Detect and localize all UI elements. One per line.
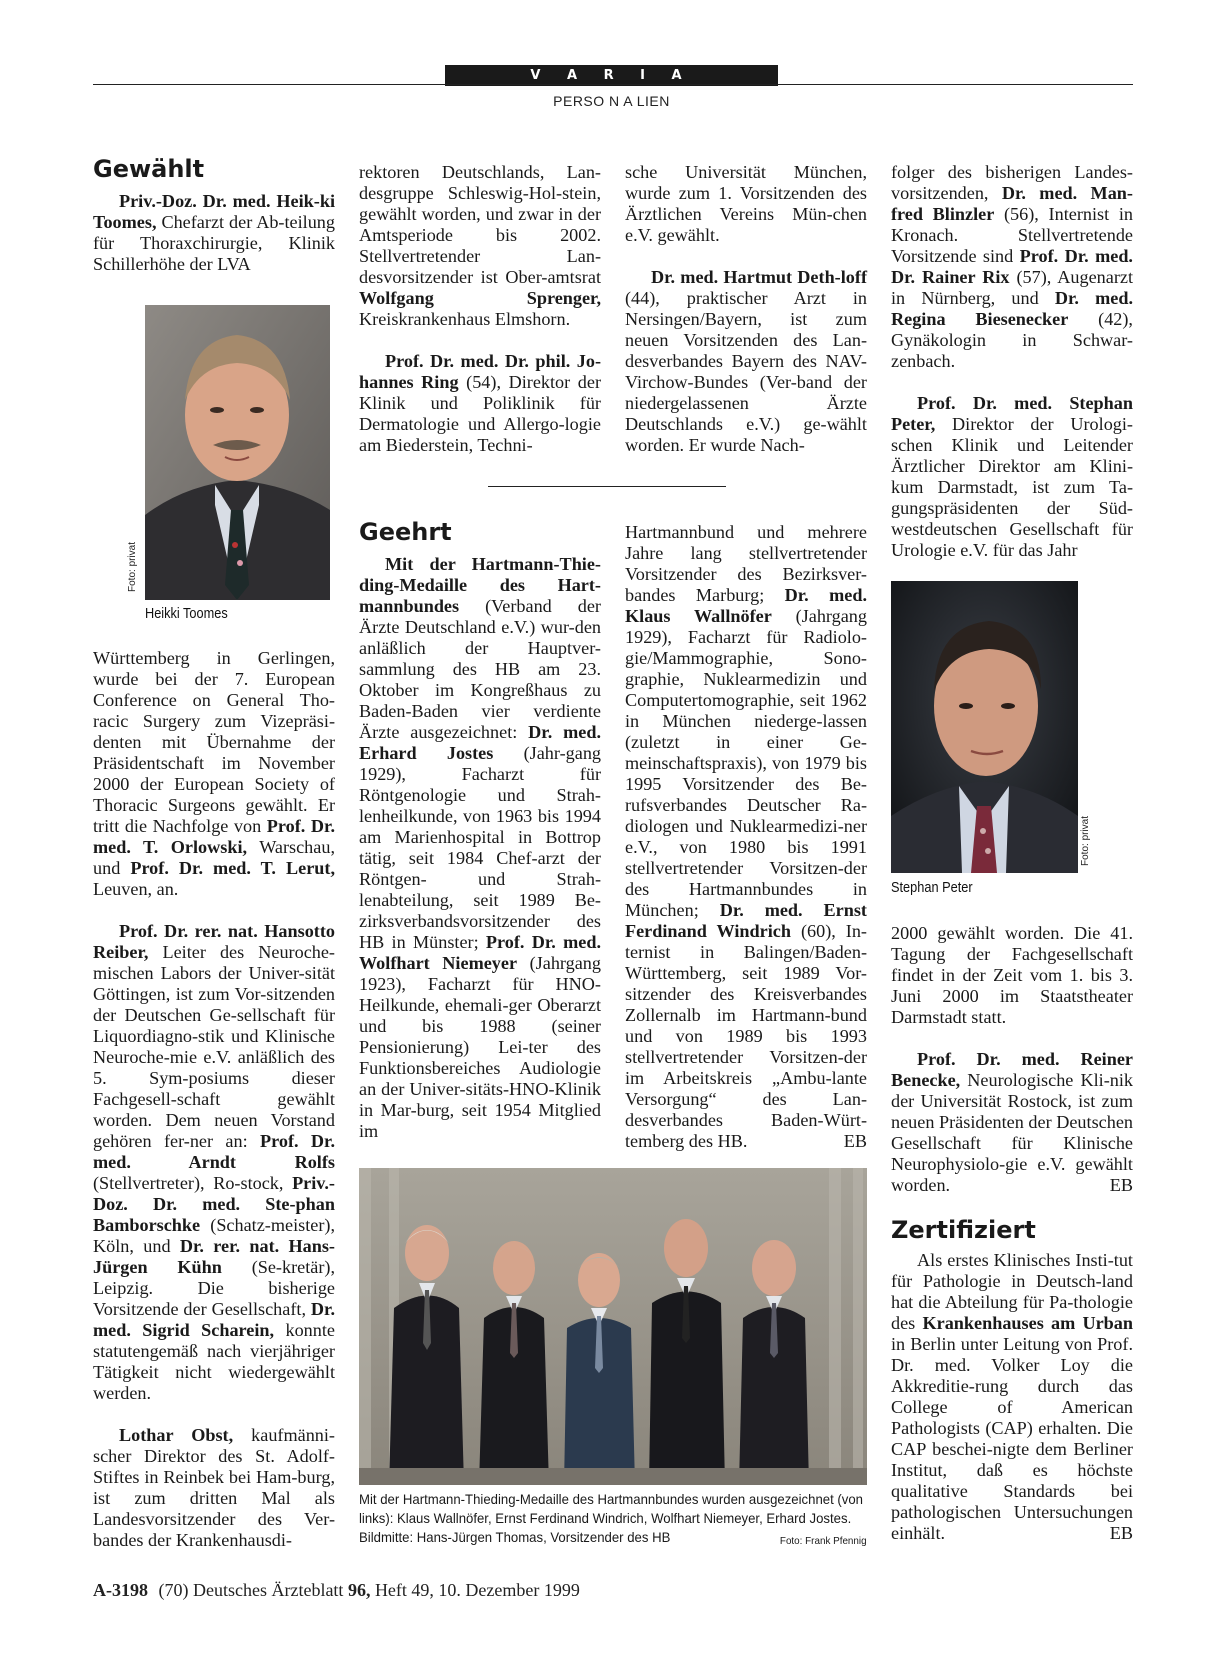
- column-4-top: [891, 162, 1133, 561]
- header-rule: [93, 84, 1133, 85]
- article-toomes-cont: Württemberg in Gerlingen, wurde bei der 7. European Conference on General Tho-racic Surgery zum Vizepräsi-denten mit Übernahme der Präsidentschaft im November 2000 der European Society of Thoracic Surgeons gewählt. Er tritt die Nachfolge von Prof. Dr. med. T. Orlowski, Warschau, und Prof. Dr. med. T. Lerut, Leuven, an.: [93, 648, 336, 899]
- section-label: V A R I A: [445, 65, 778, 86]
- caption-medal-recipients: Mit der Hartmann-Thieding-Medaille des Hartmannbundes wurden ausgezeichnet (von links): Klaus Wallnöfer, Ernst Ferdinand Windrich, Wolfhart Niemeyer, Erhard Jostes. Bildmitte: Hans-Jürgen Thomas, Vorsitzender des HB Foto: Frank Pfennig: [359, 1490, 867, 1551]
- article-obst-cont: rektoren Deutschlands, Lan-desgruppe Schleswig-Hol-stein, gewählt worden, und zwar in der Amtsperiode bis 2002. Stellvertretender Lan-desvorsitzender ist Ober-amtsrat Wolfgang Sprenger, Kreiskrankenhaus Elmshorn.: [359, 162, 601, 329]
- article-dethloff: Dr. med. Hartmut Deth-loff (44), praktischer Arzt in Nersingen/Bayern, ist zum neuen Vorsitzenden des Lan-desverbandes Bayern des NAV-Virchow-Bundes (Ver-band der niedergelassenen Ärzte Deutschlands e.V.) ge-wählt worden. Er wurde Nach-: [625, 267, 867, 455]
- article-peter-cont: 2000 gewählt worden. Die 41. Tagung der Fachgesellschaft findet in der Zeit vom 1. bis 3. Juni 2000 im Staatstheater Darmstadt statt.: [891, 923, 1133, 1027]
- photo-credit-toomes: Foto: privat: [127, 541, 138, 592]
- journal-issue: Heft 49, 10. Dezember 1999: [370, 1580, 580, 1600]
- sign-eb-benecke: EB: [1109, 1175, 1133, 1195]
- section-separator: [488, 486, 726, 487]
- article-ring: Prof. Dr. med. Dr. phil. Jo-hannes Ring (54), Direktor der Klinik und Poliklinik für Dermatologie und Allergo-logie am Biederstein, Techni-: [359, 351, 601, 455]
- photo-credit-peter: Foto: privat: [1080, 815, 1091, 866]
- article-dethloff-cont: folger des bisherigen Landes-vorsitzenden, Dr. med. Man-fred Blinzler (56), Internist in Kronach. Stellvertretende Vorsitzende sind Prof. Dr. med. Dr. Rainer Rix (57), Augenarzt in Nürnberg, und Dr. med. Regina Biesenecker (42), Gynäkologin in Schwar-zenbach.: [891, 162, 1134, 371]
- heading-gewaehlt: Gewählt: [93, 155, 205, 183]
- sign-eb-urban: EB: [1109, 1523, 1133, 1543]
- column-1-top: [93, 155, 335, 275]
- column-4-bottom: [891, 923, 1133, 1544]
- caption-heikki-toomes: Heikki Toomes: [145, 606, 228, 622]
- caption-stephan-peter: Stephan Peter: [891, 880, 973, 896]
- article-reiber: Prof. Dr. rer. nat. Hansotto Reiber, Leiter des Neuroche-mischen Labors der Univer-sität Göttingen, ist zum Vor-sitzenden der Deutschen Ge-sellschaft für Liquordiagno-stik und Klinische Neuroche-mie e.V. anläßlich des 5. Sym-posiums dieser Fachgesell-schaft gewählt worden. Dem neuen Vorstand gehören fer-ner an: Prof. Dr. med. Arndt Rolfs (Stellvertreter), Ro-stock, Priv.-Doz. Dr. med. Ste-phan Bamborschke (Schatz-meister), Köln, und Dr. rer. nat. Hans-Jürgen Kühn (Se-kretär), Leipzig. Die bisherige Vorsitzende der Gesellschaft, Dr. med. Sigrid Scharein, konnte statutengemäß nach vierjähriger Tätigkeit nicht wiedergewählt werden.: [93, 921, 335, 1403]
- article-toomes: Priv.-Doz. Dr. med. Heik-ki Toomes, Chefarzt der Ab-teilung für Thoraxchirurgie, Klinik Schillerhöhe der LVA: [93, 191, 335, 274]
- column-1-bottom: [93, 648, 335, 1551]
- photo-stephan-peter: [891, 581, 1078, 873]
- article-peter: Prof. Dr. med. Stephan Peter, Direktor der Urologi-schen Klinik und Leitender Ärztlicher Direktor am Klini-kum Darmstadt, ist zum Ta-gungspräsidenten der Süd-westdeutschen Gesellschaft für Urologie e.V. für das Jahr: [891, 393, 1133, 560]
- page-number: A-3198: [93, 1580, 148, 1600]
- column-2-geehrt: [359, 518, 601, 1142]
- photo-heikki-toomes: [145, 305, 330, 600]
- journal-name: (70) Deutsches Ärzteblatt: [158, 1580, 348, 1600]
- article-ring-cont: sche Universität München, wurde zum 1. Vorsitzenden des Ärztlichen Vereins Mün-chen e.V. gewählt.: [625, 162, 867, 245]
- sign-eb-hartmann: EB: [843, 1131, 867, 1151]
- column-3-geehrt: [625, 522, 867, 1152]
- heading-geehrt: Geehrt: [359, 518, 452, 546]
- article-hartmann-medaille: Mit der Hartmann-Thie-ding-Medaille des Hart-mannbundes (Verband der Ärzte Deutschland e.V.) wur-den anläßlich der Hauptver-sammlung des HB am 23. Oktober im Kongreßhaus zu Baden-Baden vier verdiente Ärzte ausgezeichnet: Dr. med. Erhard Jostes (Jahr-gang 1929), Facharzt für Röntgenologie und Strah-lenheilkunde, von 1963 bis 1994 am Marienhospital in Bottrop tätig, seit 1984 Chef-arzt der Röntgen- und Strah-lenabteilung, seit 1989 Be-zirksverbandsvorsitzender des HB in Münster; Prof. Dr. med. Wolfhart Niemeyer (Jahrgang 1923), Facharzt für HNO-Heilkunde, ehemali-ger Oberarzt und bis 1988 (seiner Pensionierung) Lei-ter des Funktionsbereiches Audiologie an der Univer-sitäts-HNO-Klinik in Mar-burg, seit 1954 Mitglied im: [359, 554, 602, 1141]
- article-krankenhaus-urban: Als erstes Klinisches Insti-tut für Pathologie in Deutsch-land hat die Abteilung für Pa-thologie des Krankenhauses am Urban in Berlin unter Leitung von Prof. Dr. med. Volker Loy die Akkreditie-rung durch das College of American Pathologists (CAP) erhalten. Die CAP beschei-nigte dem Berliner Institut, daß es höchste qualitative Standards bei pathologischen Untersuchungen einhält. EB: [891, 1250, 1134, 1543]
- page-footer: [93, 1580, 580, 1601]
- article-obst: Lothar Obst, kaufmänni-scher Direktor des St. Adolf-Stiftes in Reinbek bei Ham-burg, ist zum dritten Mal als Landesvorsitzender des Ver-bandes der Krankenhausdi-: [93, 1425, 335, 1550]
- column-2-top: [359, 162, 601, 456]
- article-benecke: Prof. Dr. med. Reiner Benecke, Neurologische Kli-nik der Universität Rostock, ist zum neuen Präsidenten der Deutschen Gesellschaft für Klinische Neurophysiolo-gie e.V. gewählt worden. EB: [891, 1049, 1133, 1195]
- journal-volume: 96,: [347, 1580, 371, 1600]
- column-3-top: [625, 162, 867, 456]
- heading-zertifiziert: Zertifiziert: [891, 1216, 1036, 1244]
- subsection-label: PERSO N A LIEN: [553, 93, 670, 109]
- article-hartmann-medaille-cont: Hartmannbund und mehrere Jahre lang stellvertretender Vorsitzender des Bezirksver-bandes Marburg; Dr. med. Klaus Wallnöfer (Jahrgang 1929), Facharzt für Radiolo-gie/Mammographie, Sono-graphie, Nuklearmedizin und Computertomographie, seit 1962 in München niederge-lassen (zuletzt in einer Ge-meinschaftspraxis), von 1979 bis 1995 Vorsitzender des Be-rufsverbandes Deutscher Ra-diologen und Nuklearmedizi-ner e.V., von 1980 bis 1991 stellvertretender Vorsitzen-der des Hartmannbundes in München; Dr. med. Ernst Ferdinand Windrich (60), In-ternist in Balingen/Baden-Württemberg, seit 1989 Vor-sitzender des Kreisverbandes Zollernalb im Hartmann-bund und von 1989 bis 1993 stellvertretender Vorsitzen-der im Arbeitskreis „Ambu-lante Versorgung“ des Lan-desverbandes Baden-Würt-temberg des HB. EB: [625, 522, 867, 1151]
- photo-credit-group: Foto: Frank Pfennig: [779, 1535, 867, 1547]
- photo-medal-recipients: [359, 1168, 867, 1485]
